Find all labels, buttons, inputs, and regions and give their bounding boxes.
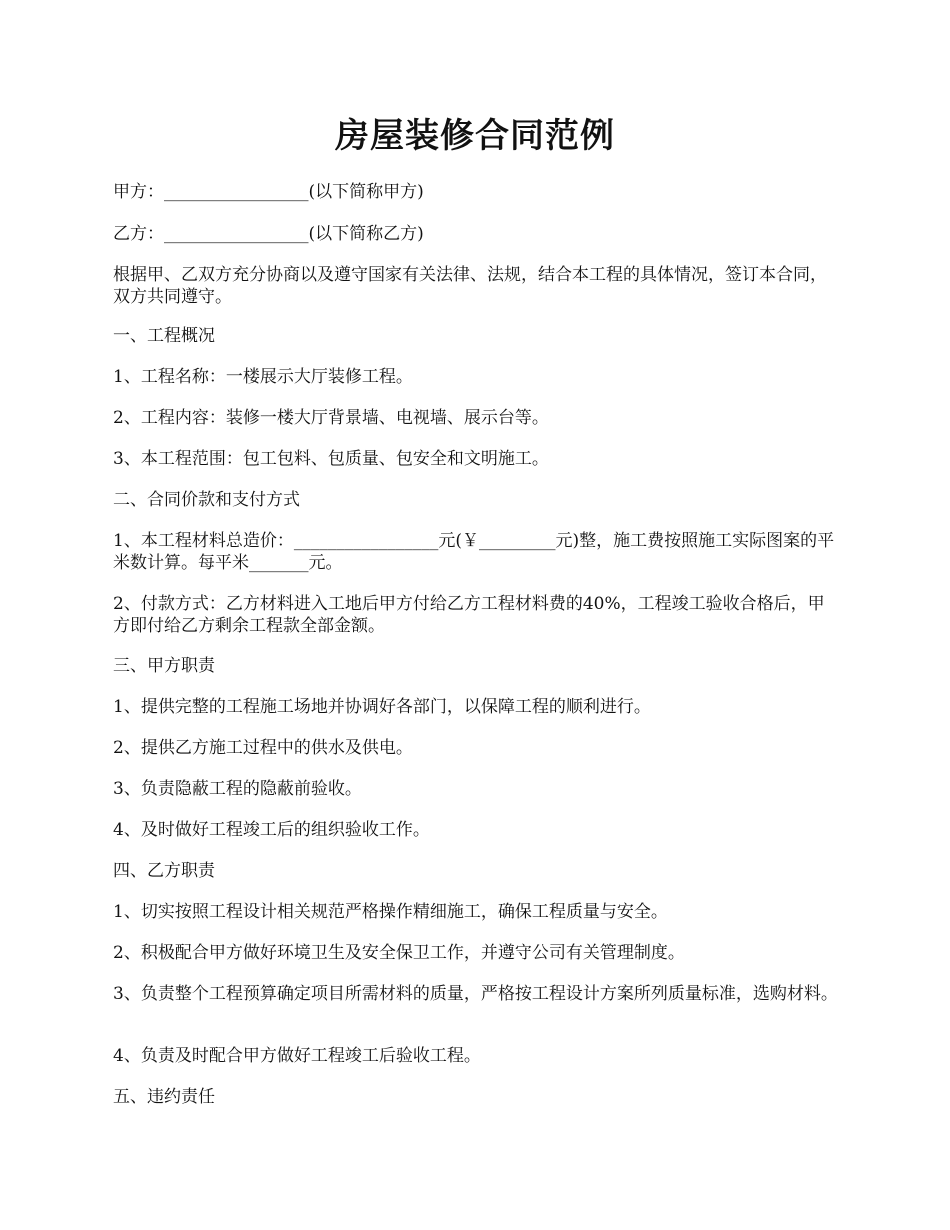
party-a-line: 甲方：_________________(以下简称甲方) bbox=[113, 182, 424, 202]
preamble-paragraph: 根据甲、乙双方充分协商以及遵守国家有关法律、法规，结合本工程的具体情况，签订本合同，双方共同遵守。 bbox=[113, 265, 827, 307]
clause-2-2: 2、付款方式：乙方材料进入工地后甲方付给乙方工程材料费的40%，工程竣工验收合格后，甲方即付给乙方剩余工程款全部金额。 bbox=[113, 594, 825, 636]
section-heading-1: 一、工程概况 bbox=[113, 326, 215, 346]
party-b-line: 乙方：_________________(以下简称乙方) bbox=[113, 224, 424, 244]
clause-3-4: 4、及时做好工程竣工后的组织验收工作。 bbox=[113, 820, 430, 840]
clause-1-3: 3、本工程范围：包工包料、包质量、包安全和文明施工。 bbox=[113, 449, 549, 469]
section-heading-3: 三、甲方职责 bbox=[113, 656, 215, 676]
clause-4-3: 3、负责整个工程预算确定项目所需材料的质量，严格按工程设计方案所列质量标准，选购材料。 bbox=[113, 984, 838, 1004]
document-title: 房屋装修合同范例 bbox=[335, 116, 615, 156]
section-heading-2: 二、合同价款和支付方式 bbox=[113, 490, 300, 510]
clause-2-1: 1、本工程材料总造价：_________________元(￥_________元)整，施工费按照施工实际图案的平米数计算。每平米_______元。 bbox=[113, 531, 835, 573]
clause-1-1: 1、工程名称：一楼展示大厅装修工程。 bbox=[113, 367, 413, 387]
clause-1-2: 2、工程内容：装修一楼大厅背景墙、电视墙、展示台等。 bbox=[113, 408, 549, 428]
section-heading-4: 四、乙方职责 bbox=[113, 861, 215, 881]
clause-3-3: 3、负责隐蔽工程的隐蔽前验收。 bbox=[113, 779, 362, 799]
clause-4-2: 2、积极配合甲方做好环境卫生及安全保卫工作，并遵守公司有关管理制度。 bbox=[113, 943, 685, 963]
section-heading-5: 五、违约责任 bbox=[113, 1087, 215, 1107]
clause-3-1: 1、提供完整的工程施工场地并协调好各部门，以保障工程的顺利进行。 bbox=[113, 697, 651, 717]
clause-4-4: 4、负责及时配合甲方做好工程竣工后验收工程。 bbox=[113, 1046, 481, 1066]
clause-3-2: 2、提供乙方施工过程中的供水及供电。 bbox=[113, 738, 413, 758]
clause-4-1: 1、切实按照工程设计相关规范严格操作精细施工，确保工程质量与安全。 bbox=[113, 902, 668, 922]
